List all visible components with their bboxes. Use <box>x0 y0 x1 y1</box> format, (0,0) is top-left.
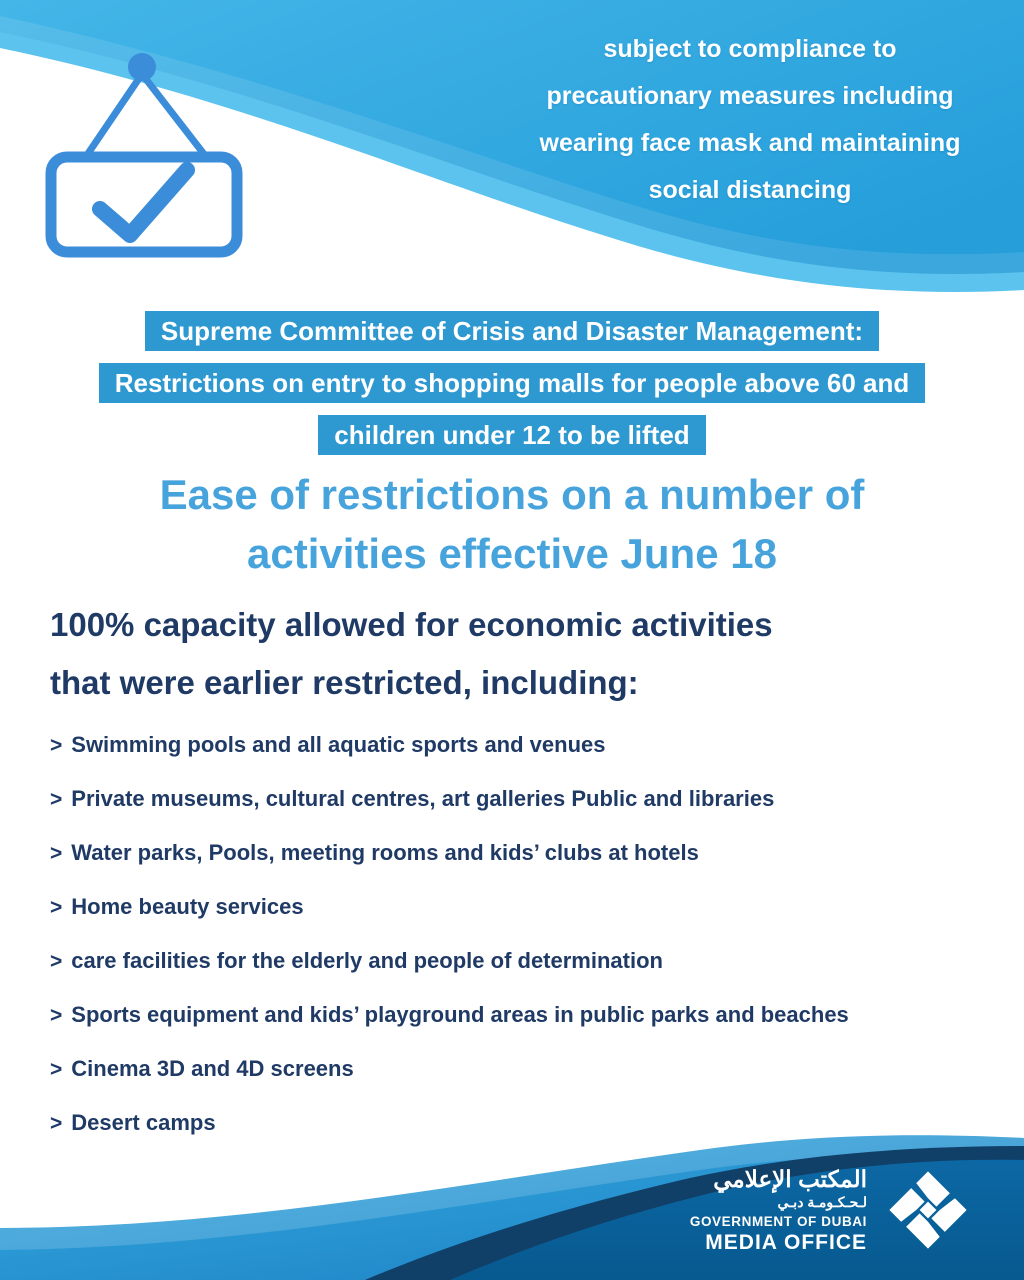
headline-line: Restrictions on entry to shopping malls for people above 60 and <box>99 363 926 403</box>
list-item-text: Home beauty services <box>71 894 304 919</box>
list-item-text: Private museums, cultural centres, art galleries Public and libraries <box>71 786 775 811</box>
list-item-text: Water parks, Pools, meeting rooms and kids’ clubs at hotels <box>71 840 699 865</box>
headline-line: Supreme Committee of Crisis and Disaster Management: <box>145 311 879 351</box>
activities-list <box>50 733 1000 1165</box>
compliance-note-line: wearing face mask and maintaining <box>539 129 961 157</box>
list-bullet: > <box>50 734 63 757</box>
headline <box>0 311 1024 455</box>
list-item <box>50 895 1000 920</box>
list-item <box>50 949 1000 974</box>
list-item <box>50 1057 1000 1082</box>
intro-line: that were earlier restricted, including: <box>50 664 639 701</box>
list-item <box>50 841 1000 866</box>
list-item-text: care facilities for the elderly and people of determination <box>71 948 663 973</box>
intro-paragraph <box>50 596 970 712</box>
subheadline-line: activities effective June 18 <box>247 530 777 577</box>
list-item <box>50 1003 1000 1028</box>
headline-line: children under 12 to be lifted <box>318 415 705 455</box>
list-item <box>50 787 1000 812</box>
list-item-text: Cinema 3D and 4D screens <box>71 1056 354 1081</box>
media-office-logo-text <box>690 1166 867 1254</box>
logo-org-line1: GOVERNMENT OF DUBAI <box>689 1214 867 1229</box>
dmo-diamond-logo-icon <box>886 1168 970 1252</box>
list-bullet: > <box>50 896 63 919</box>
list-item-text: Sports equipment and kids’ playground areas in public parks and beaches <box>71 1002 849 1027</box>
list-item-text: Desert camps <box>71 1110 216 1135</box>
hanging-sign-check-icon <box>35 46 245 264</box>
list-bullet: > <box>50 950 63 973</box>
compliance-note-line: social distancing <box>648 176 852 204</box>
compliance-note <box>470 26 1024 214</box>
list-bullet: > <box>50 1112 63 1135</box>
subheadline-line: Ease of restrictions on a number of <box>159 471 865 518</box>
compliance-note-line: precautionary measures including <box>546 82 954 110</box>
intro-line: 100% capacity allowed for economic activities <box>50 606 773 643</box>
logo-arabic-subtitle: لـحـكـومـة دبـي <box>777 1194 867 1210</box>
compliance-note-line: subject to compliance to <box>603 35 897 63</box>
footer <box>0 1130 1024 1280</box>
logo-arabic-title: المكتب الإعلامي <box>713 1166 867 1192</box>
list-bullet: > <box>50 788 63 811</box>
list-bullet: > <box>50 1058 63 1081</box>
logo-org-line2: MEDIA OFFICE <box>705 1231 867 1254</box>
list-bullet: > <box>50 842 63 865</box>
footer-wave-graphic <box>0 1130 1024 1280</box>
list-bullet: > <box>50 1004 63 1027</box>
subheadline <box>0 465 1024 583</box>
list-item-text: Swimming pools and all aquatic sports and venues <box>71 732 606 757</box>
list-item <box>50 733 1000 758</box>
